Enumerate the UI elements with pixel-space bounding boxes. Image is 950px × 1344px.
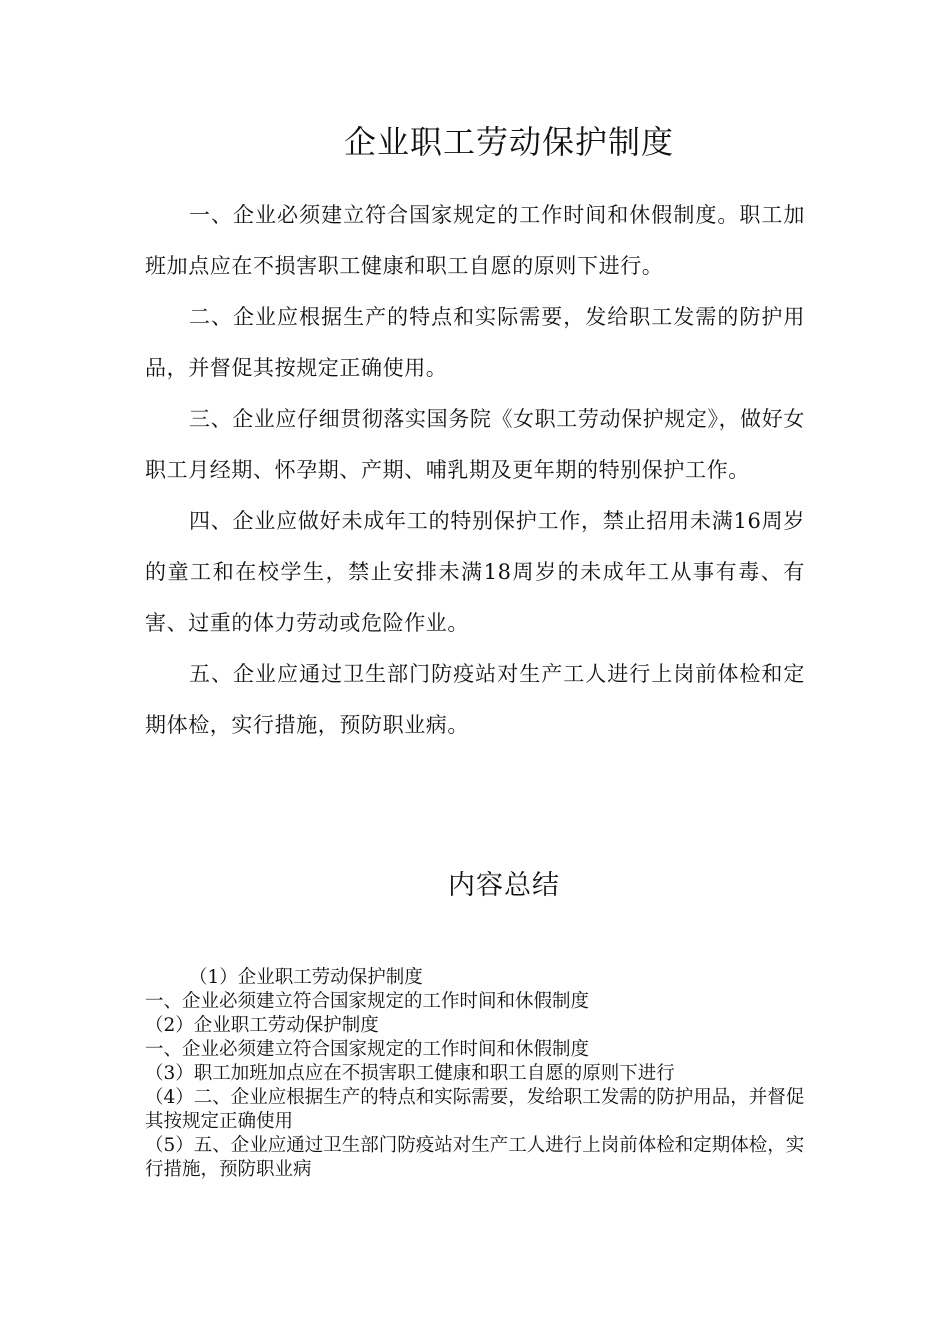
paragraph-2: 二、企业应根据生产的特点和实际需要，发给职工发需的防护用品，并督促其按规定正确使用。 [145, 305, 805, 380]
summary-line-4: 一、企业必须建立符合国家规定的工作时间和休假制度 [145, 1039, 590, 1060]
summary-list [145, 966, 805, 1182]
document-title: 企业职工劳动保护制度 [343, 123, 674, 161]
summary-line-7: （5）五、企业应通过卫生部门防疫站对生产工人进行上岗前体检和定期体检，实行措施，预防职业病 [145, 1135, 805, 1180]
summary-line-3: （2）企业职工劳动保护制度 [145, 1015, 379, 1036]
paragraph-5: 五、企业应通过卫生部门防疫站对生产工人进行上岗前体检和定期体检，实行措施，预防职业病。 [145, 662, 805, 737]
summary-line-5: （3）职工加班加点应在不损害职工健康和职工自愿的原则下进行 [145, 1063, 675, 1084]
summary-line-1: （1）企业职工劳动保护制度 [189, 967, 423, 988]
summary-line-2: 一、企业必须建立符合国家规定的工作时间和休假制度 [145, 991, 590, 1012]
paragraph-4: 四、企业应做好未成年工的特别保护工作，禁止招用未满16周岁的童工和在校学生，禁止安排未满18周岁的未成年工从事有毒、有害、过重的体力劳动或危险作业。 [145, 509, 805, 635]
paragraph-3: 三、企业应仔细贯彻落实国务院《女职工劳动保护规定》，做好女职工月经期、怀孕期、产期、哺乳期及更年期的特别保护工作。 [145, 407, 805, 482]
summary-line-6: （4）二、企业应根据生产的特点和实际需要，发给职工发需的防护用品，并督促其按规定正确使用 [145, 1087, 805, 1132]
summary-title: 内容总结 [448, 870, 560, 901]
paragraph-1: 一、企业必须建立符合国家规定的工作时间和休假制度。职工加班加点应在不损害职工健康和职工自愿的原则下进行。 [145, 203, 805, 278]
document-body [145, 190, 805, 751]
